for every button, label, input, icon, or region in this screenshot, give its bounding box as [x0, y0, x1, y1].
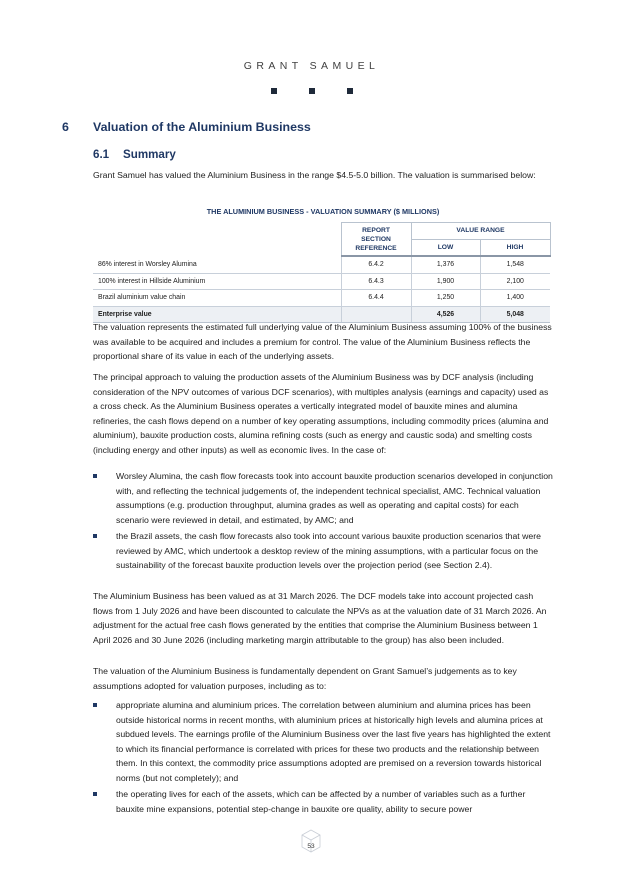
table-row [93, 290, 550, 307]
row-ref: 6.4.2 [341, 256, 411, 273]
body-paragraph: The valuation represents the estimated full underlying value of the Aluminium Business assuming 100% of the business was available to be acquired and includes a premium for control. The value of the Aluminium Business reflects the proportional share of its value in each of the underlying assets. [93, 322, 552, 362]
table-title: THE ALUMINIUM BUSINESS - VALUATION SUMMARY ($ MILLIONS) [206, 207, 440, 216]
subsection-heading [93, 148, 176, 161]
total-high: 5,048 [480, 306, 550, 323]
row-low: 1,250 [411, 290, 480, 307]
valuation-summary-table [93, 222, 551, 323]
bullet-text: the Brazil assets, the cash flow forecasts also took into account various bauxite production scenarios that were reviewed by AMC, which undertook a desktop review of the mining assumptions, with a particular focus on the sustainability of the forecast bauxite production levels over the projection period (see Section 2.4). [116, 531, 541, 571]
body-paragraph: The principal approach to valuing the production assets of the Aluminium Business was by DCF analysis (including consideration of the NPV outcomes of various DCF scenarios), with multiples analysis (earnings and capacity) used as a cross check. As the Aluminium Business operates a vertically integrated model of bauxite mines and alumina refineries, the cash flows depend on a number of key operating assumptions, including commodity prices (alumina and aluminium), bauxite production costs, alumina refining costs (such as energy and caustic soda) and smelting costs (including energy and other inputs) as well as economic lives. In the case of: [93, 372, 549, 455]
header-low: LOW [411, 239, 480, 256]
section-number: 6 [62, 120, 69, 134]
subsection-number: 6.1 [93, 148, 110, 161]
body-paragraph: The Aluminium Business has been valued as at 31 March 2026. The DCF models take into account projected cash flows from 1 July 2026 and have been discounted to calculate the NPVs as at the valuation date of 31 March 2026. An adjustment for the actual free cash flows generated by the entities that comprise the Aluminium Business between 1 April 2026 and 30 June 2026 (including marketing margin attributable to the group) has also been included. [93, 591, 547, 645]
bullet-text: Worsley Alumina, the cash flow forecasts took into account bauxite production scenarios developed in conjunction with, and reflecting the technical judgements of, the independent technical specialist, AMC. Technical valuation assumptions (e.g. production throughput, alumina grades as well as operating and capital costs) for each scenario were reviewed in detail, and estimated, by AMC; and [116, 471, 553, 525]
bullet-item [93, 529, 553, 573]
bullet-text: the operating lives for each of the assets, which can be affected by a number of variables such as a further bauxite mine expansions, potential step-change in bauxite ore quality, ability to secure power [116, 789, 526, 814]
subsection-title: Summary [123, 148, 176, 161]
row-high: 1,548 [480, 256, 550, 273]
bullet-text: appropriate alumina and aluminium prices. The correlation between aluminium and alumina prices has been outside historical norms in recent months, with aluminium prices at historically high levels and alumina prices at subdued levels. The earnings profile of the Aluminium Business over the last five years has highlighted the extent to which its financial performance is correlated with prices for these two products and the relationship between them. In this context, the commodity price assumptions adopted are premised on a reversion towards historical norms (but not completely); and [116, 700, 551, 783]
table-header-blank [93, 223, 341, 257]
brand-name: GRANT SAMUEL [243, 60, 380, 72]
header-high: HIGH [480, 239, 550, 256]
row-low: 1,900 [411, 273, 480, 290]
header-report-reference: REPORT SECTION REFERENCE [341, 223, 411, 257]
bullet-square-icon [93, 534, 97, 538]
row-label: 86% interest in Worsley Alumina [93, 256, 341, 273]
row-low: 1,376 [411, 256, 480, 273]
row-label: Brazil aluminium value chain [93, 290, 341, 307]
section-title: Valuation of the Aluminium Business [93, 120, 311, 134]
brand-square [347, 88, 353, 94]
intro-paragraph: Grant Samuel has valued the Aluminium Business in the range $4.5-5.0 billion. The valuation is summarised below: [93, 170, 536, 180]
header-value-range: VALUE RANGE [411, 223, 550, 240]
brand-square [271, 88, 277, 94]
bullet-square-icon [93, 703, 97, 707]
row-ref: 6.4.3 [341, 273, 411, 290]
brand-square [309, 88, 315, 94]
brand-marks [0, 88, 623, 94]
page-number: 53 [307, 843, 315, 850]
bullet-item [93, 469, 553, 527]
row-high: 1,400 [480, 290, 550, 307]
row-label: 100% interest in Hillside Aluminium [93, 273, 341, 290]
bullet-item [93, 787, 553, 816]
table-row [93, 273, 550, 290]
bullet-square-icon [93, 474, 97, 478]
total-label: Enterprise value [93, 306, 341, 323]
table-row [93, 256, 550, 273]
bullet-item [93, 698, 553, 786]
row-high: 2,100 [480, 273, 550, 290]
body-paragraph: The valuation of the Aluminium Business is fundamentally dependent on Grant Samuel’s judgements as to key assumptions adopted for valuation purposes, including as to: [93, 666, 517, 691]
total-low: 4,526 [411, 306, 480, 323]
bullet-square-icon [93, 792, 97, 796]
row-ref: 6.4.4 [341, 290, 411, 307]
section-heading [62, 120, 311, 134]
